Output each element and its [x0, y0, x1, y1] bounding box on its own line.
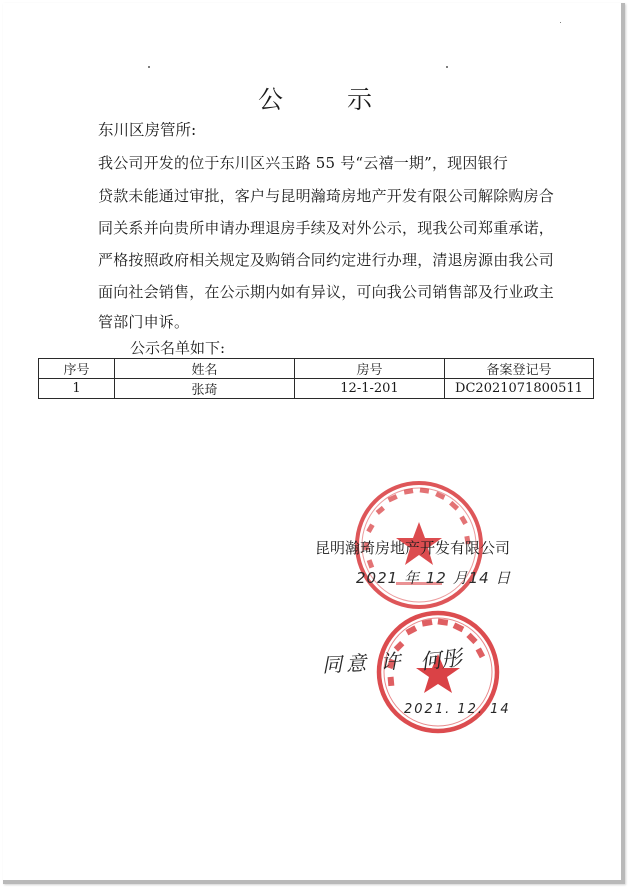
document-page	[3, 3, 625, 884]
header-index: 序号	[39, 359, 115, 379]
table-row	[39, 379, 594, 399]
header-room: 房号	[295, 359, 445, 379]
addressee: 东川区房管所:	[98, 121, 197, 139]
cell-name: 张琦	[115, 379, 295, 399]
handwritten-date: 2021 年 12 月14 日	[356, 569, 512, 587]
approval-signature: 何彤	[418, 645, 464, 675]
notice-table	[38, 358, 594, 399]
cell-room: 12-1-201	[295, 379, 445, 399]
approval-note: 同意 许	[321, 648, 406, 678]
scan-speck	[560, 22, 561, 23]
body-line: 严格按照政府相关规定及购销合同约定进行办理，清退房源由我公司	[98, 251, 555, 269]
cell-registration: DC2021071800511	[445, 379, 594, 399]
scan-speck	[148, 66, 150, 68]
scan-speck	[446, 66, 448, 68]
header-registration: 备案登记号	[445, 359, 594, 379]
company-name: 昆明瀚琦房地产开发有限公司	[315, 539, 511, 557]
body-line: 我公司开发的位于东川区兴玉路 55 号“云禧一期”，现因银行	[98, 154, 508, 172]
document-title: 公 示	[258, 85, 400, 114]
body-line: 贷款未能通过审批，客户与昆明瀚琦房地产开发有限公司解除购房合	[98, 187, 555, 205]
body-line: 管部门申诉。	[98, 313, 190, 331]
table-header-row	[39, 359, 594, 379]
body-line: 同关系并向贵所申请办理退房手续及对外公示，现我公司郑重承诺，	[98, 219, 555, 237]
cell-index: 1	[39, 379, 115, 399]
list-intro: 公示名单如下:	[130, 339, 226, 357]
body-line: 面向社会销售，在公示期内如有异议，可向我公司销售部及行业政主	[98, 283, 555, 301]
approval-date: 2021. 12. 14	[404, 702, 511, 717]
header-name: 姓名	[115, 359, 295, 379]
